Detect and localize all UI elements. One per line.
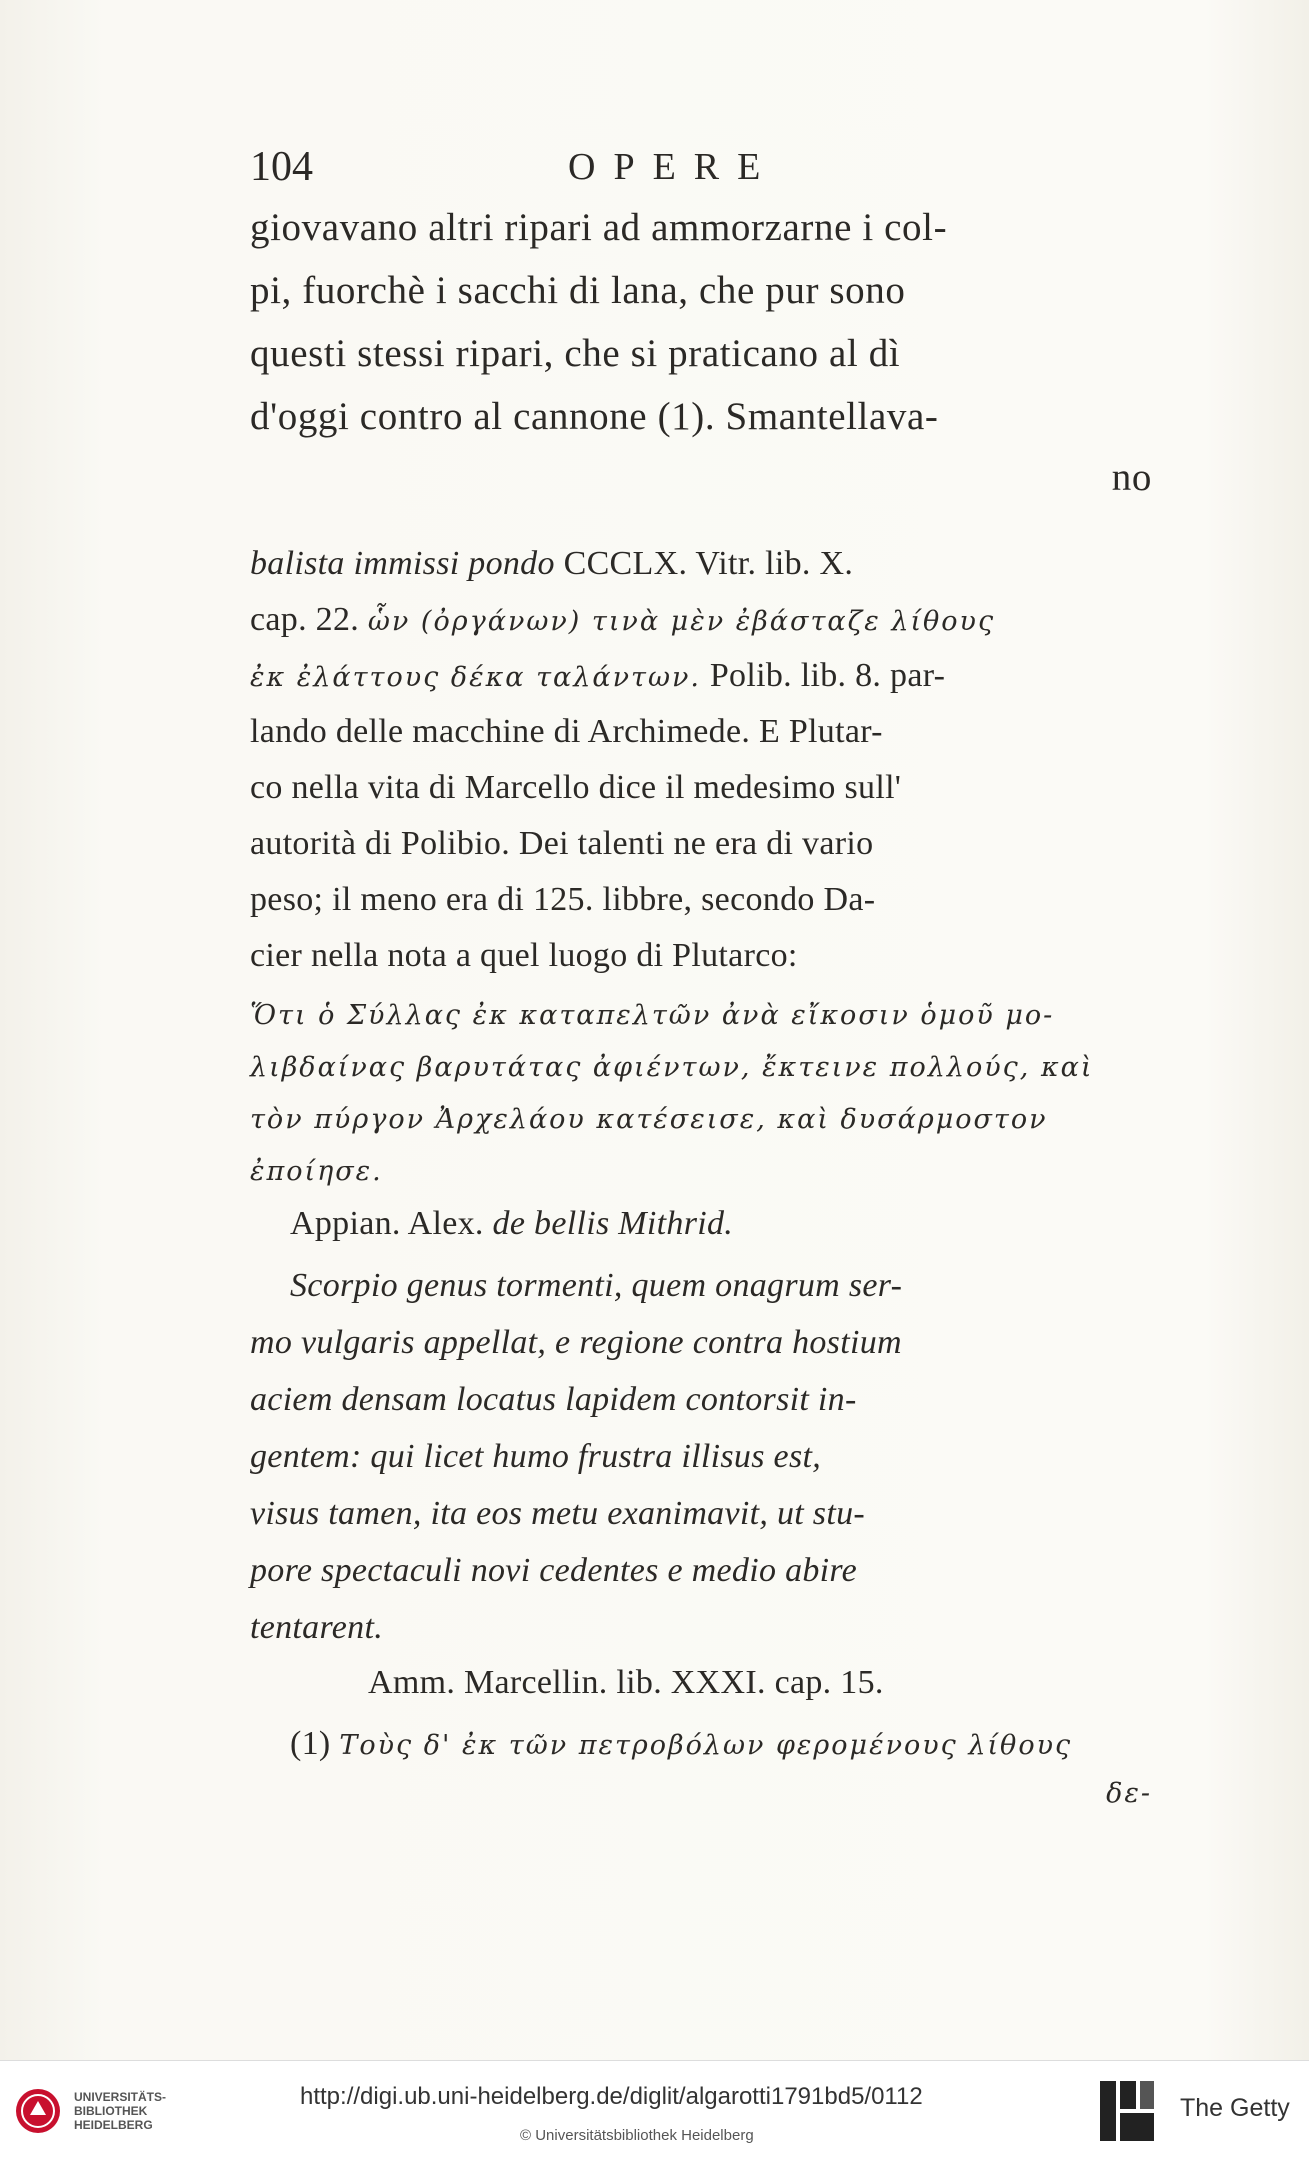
note-line (250, 545, 1152, 583)
note-citation: Polib. lib. 8. par- (709, 657, 946, 694)
note-line: lando delle macchine di Archimede. E Plutar- (250, 713, 883, 750)
footnote-marker: (1) (290, 1725, 331, 1762)
note-line (250, 1205, 1152, 1243)
latin-quote-line: mo vulgaris appellat, e regione contra hostium (250, 1324, 902, 1361)
footnote-catchword: δε- (1106, 1778, 1152, 1809)
getty-logo-icon (1098, 2079, 1156, 2143)
body-text-line: giovavano altri ripari ad ammorzarne i col- (250, 206, 948, 249)
note-latin-italic: balista immissi pondo (250, 545, 555, 582)
getty-label: The Getty (1180, 2094, 1290, 2122)
citation-author: Appian. Alex. (290, 1205, 484, 1242)
note-line: co nella vita di Marcello dice il medesimo sull' (250, 769, 902, 806)
permalink[interactable]: http://digi.ub.uni-heidelberg.de/diglit/algarotti1791bd5/0112 (300, 2083, 923, 2110)
running-head: OPERE (568, 146, 779, 188)
greek-quote-line: Ὅτι ὁ Σύλλας ἐκ καταπελτῶν ἀνὰ εἴκοσιν ὁμοῦ μο- (250, 1000, 1055, 1031)
greek-quote-line: τὸν πύργον Ἀρχελάου κατέσεισε, καὶ δυσάρμοστον (250, 1104, 1048, 1135)
latin-quote-line: pore spectaculi novi cedentes e medio abire (250, 1552, 858, 1589)
body-text-line: questi stessi ripari, che si praticano al dì (250, 332, 901, 375)
note-line (250, 657, 1152, 695)
greek-quote-line: ἐποίησε. (250, 1156, 383, 1187)
page-header (250, 143, 1150, 203)
viewer-footer (0, 2060, 1309, 2161)
body-text-line: d'oggi contro al cannone (1). Smantellava- (250, 395, 939, 438)
note-citation: CCCLX. Vitr. lib. X. (563, 545, 854, 582)
latin-quote-line: Scorpio genus tormenti, quem onagrum ser- (290, 1267, 903, 1304)
library-name: UNIVERSITÄTS- BIBLIOTHEK HEIDELBERG (74, 2090, 167, 2132)
footnote-greek: Τοὺς δ' ἐκ τῶν πετροβόλων φερομένους λίθους (339, 1730, 1073, 1761)
note-line: peso; il meno era di 125. libbre, secondo Da- (250, 881, 876, 918)
note-citation: cap. 22. (250, 601, 360, 638)
copyright-notice: © Universitätsbibliothek Heidelberg (520, 2127, 754, 2144)
footnote-line (250, 1725, 1152, 1763)
university-seal-icon (14, 2087, 62, 2135)
catchword: no (1111, 456, 1152, 499)
note-line: autorità di Polibio. Dei talenti ne era di vario (250, 825, 874, 862)
note-line: cier nella nota a quel luogo di Plutarco: (250, 937, 798, 974)
note-greek: ἐκ ἐλάττους δέκα ταλάντων. (250, 662, 702, 693)
greek-quote-line: λιβδαίνας βαρυτάτας ἀφιέντων, ἔκτεινε πολλούς, καὶ (250, 1052, 1094, 1083)
page-number: 104 (250, 144, 313, 190)
citation-title: de bellis Mithrid. (492, 1205, 734, 1242)
note-line (250, 601, 1152, 639)
latin-quote-line: tentarent. (250, 1609, 383, 1646)
latin-quote-line: visus tamen, ita eos metu exanimavit, ut stu- (250, 1495, 866, 1532)
latin-quote-line: gentem: qui licet humo frustra illisus est, (250, 1438, 822, 1475)
latin-quote-line: aciem densam locatus lapidem contorsit in- (250, 1381, 857, 1418)
citation-line: Amm. Marcellin. lib. XXXI. cap. 15. (368, 1664, 884, 1701)
body-text-line: pi, fuorchè i sacchi di lana, che pur sono (250, 269, 906, 312)
note-greek: ὧν (ὀργάνων) τινὰ μὲν ἐβάσταζε λίθους (367, 606, 996, 637)
